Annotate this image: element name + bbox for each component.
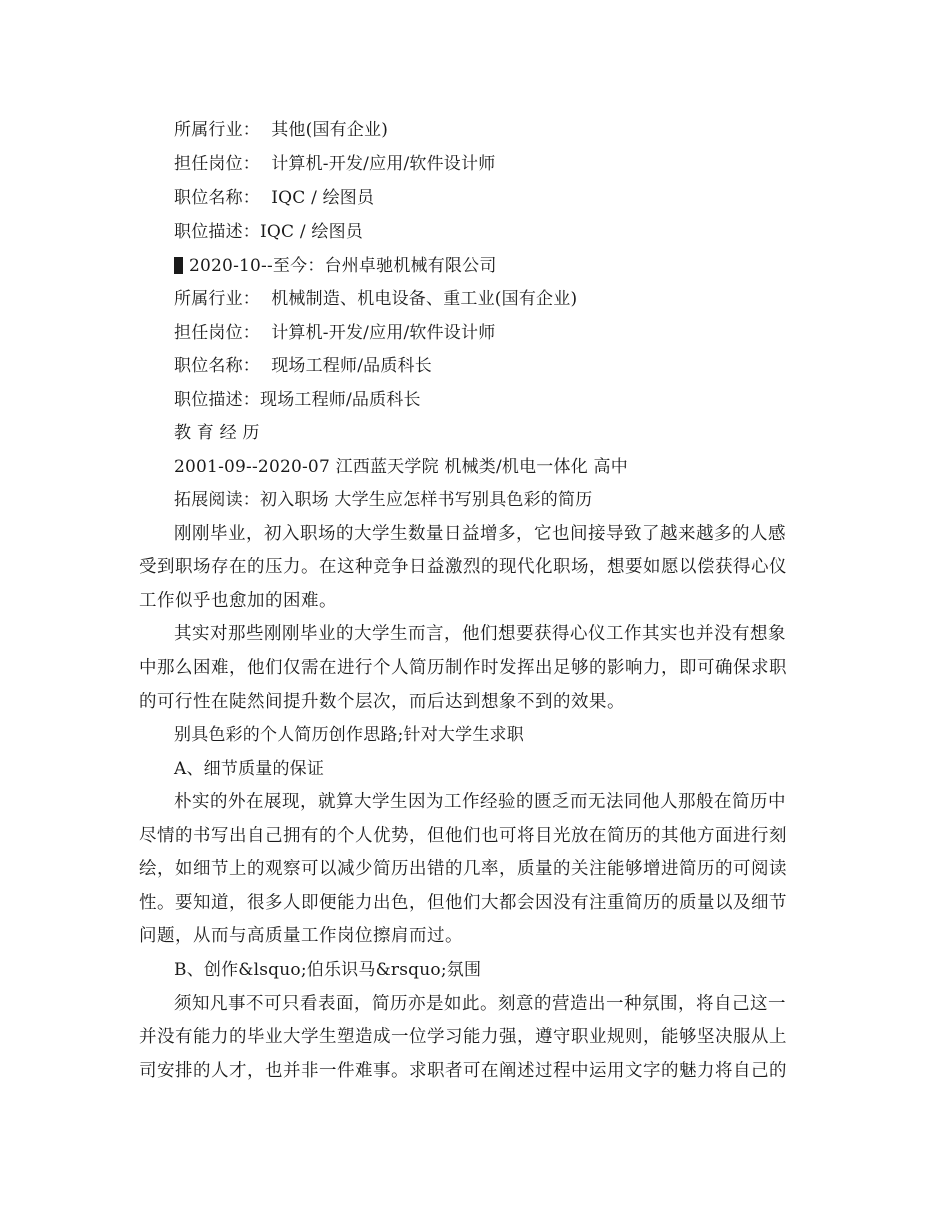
paragraph-line: 的可行性在陡然间提升数个层次，而后达到想象不到的效果。 — [139, 692, 625, 712]
paragraph-line: 尽情的书写出自己拥有的个人优势，但他们也可将目光放在简历的其他方面进行刻 — [139, 826, 787, 846]
paragraph-line: 其实对那些刚刚毕业的大学生而言，他们想要获得心仪工作其实也并没有想象 — [174, 624, 786, 644]
paragraph-line: 司安排的人才，也并非一件难事。求职者可在阐述过程中运用文字的魅力将自己的 — [139, 1061, 787, 1081]
paragraph-line: 朴实的外在展现，就算大学生因为工作经验的匮乏而无法同他人那般在简历中 — [174, 792, 786, 812]
paragraph-line: 性。要知道，很多人即便能力出色，但他们大都会因没有注重简历的质量以及细节 — [139, 893, 787, 913]
article-subtitle: 别具色彩的个人简历创作思路;针对大学生求职 — [174, 725, 524, 745]
job2-period: 2020-10--至今：台州卓驰机械有限公司 — [189, 256, 497, 276]
paragraph-line: 须知凡事不可只看表面，简历亦是如此。刻意的营造出一种氛围，将自己这一 — [174, 994, 786, 1014]
paragraph-line: 受到职场存在的压力。在这种竞争日益激烈的现代化职场，想要如愿以偿获得心仪 — [139, 557, 787, 577]
section-a-heading: A、细节质量的保证 — [174, 759, 325, 779]
paragraph-line: 中那么困难，他们仅需在进行个人简历制作时发挥出足够的影响力，即可确保求职 — [139, 658, 787, 678]
job1-position: 担任岗位： 计算机-开发/应用/软件设计师 — [174, 154, 496, 174]
section-b-heading: B、创作&lsquo;伯乐识马&rsquo;氛围 — [174, 960, 482, 980]
job2-title: 职位名称： 现场工程师/品质科长 — [174, 356, 432, 376]
education-entry: 2001-09--2020-07 江西蓝天学院 机械类/机电一体化 高中 — [174, 457, 628, 477]
job1-title: 职位名称： IQC / 绘图员 — [174, 188, 375, 208]
paragraph-line: 绘，如细节上的观察可以减少简历出错的几率，质量的关注能够增进简历的可阅读 — [139, 859, 787, 879]
bullet-marker — [174, 257, 183, 274]
job2-industry: 所属行业： 机械制造、机电设备、重工业(国有企业) — [174, 289, 578, 309]
education-heading: 教 育 经 历 — [174, 423, 260, 443]
paragraph-line: 刚刚毕业，初入职场的大学生数量日益增多，它也间接导致了越来越多的人感 — [174, 524, 786, 544]
paragraph-line: 工作似乎也愈加的困难。 — [139, 591, 337, 611]
paragraph-line: 并没有能力的毕业大学生塑造成一位学习能力强，遵守职业规则，能够坚决服从上 — [139, 1027, 787, 1047]
job2-position: 担任岗位： 计算机-开发/应用/软件设计师 — [174, 323, 496, 343]
job1-industry: 所属行业： 其他(国有企业) — [174, 120, 389, 140]
job2-period-line — [174, 255, 497, 277]
paragraph-line: 问题，从而与高质量工作岗位擦肩而过。 — [139, 926, 463, 946]
job2-description: 职位描述：现场工程师/品质科长 — [174, 390, 421, 410]
job1-description: 职位描述：IQC / 绘图员 — [174, 222, 363, 242]
extended-reading-title: 拓展阅读：初入职场 大学生应怎样书写别具色彩的简历 — [174, 490, 593, 510]
